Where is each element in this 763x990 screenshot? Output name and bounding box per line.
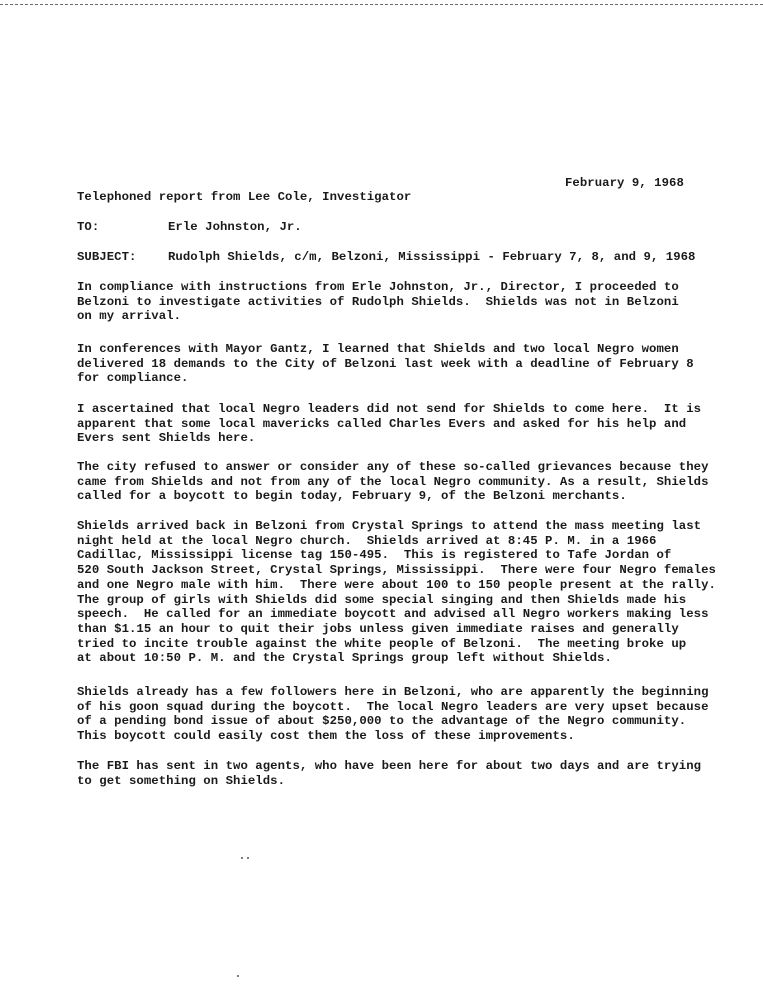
memo-subject-label: SUBJECT: [77, 250, 137, 264]
memo-paragraph: In compliance with instructions from Erle Johnston, Jr., Director, I proceeded to Belzoni to investigate activities of Rudolph Shields. Shields was not in Belzoni on my arrival. [77, 280, 679, 324]
memo-paragraph: I ascertained that local Negro leaders did not send for Shields to come here. It is apparent that some local mavericks called Charles Evers and asked for his help and Evers sent Shields here. [77, 402, 702, 446]
memo-subject-value: Rudolph Shields, c/m, Belzoni, Mississippi - February 7, 8, and 9, 1968 [168, 250, 696, 264]
memo-paragraph: Shields already has a few followers here in Belzoni, who are apparently the beginning of his goon squad during the boycott. The local Negro leaders are very upset because of a pending bond issue of about $250,000 to the advantage of the Negro community. This boycott could easily cost them the loss of these improvements. [77, 685, 709, 744]
memo-to-label: TO: [77, 220, 100, 234]
memo-paragraph: The FBI has sent in two agents, who have been here for about two days and are trying to get something on Shields. [77, 759, 702, 788]
memo-paragraph: The city refused to answer or consider any of these so-called grievances because they came from Shields and not from any of the local Negro community. As a result, Shields called for a boycott to begin today, February 9, of the Belzoni merchants. [77, 460, 709, 504]
scan-speck [237, 975, 239, 977]
memo-to-value: Erle Johnston, Jr. [168, 220, 302, 234]
scan-speck [247, 857, 249, 859]
memo-date: February 9, 1968 [565, 176, 684, 190]
memo-paragraph: Shields arrived back in Belzoni from Crystal Springs to attend the mass meeting last night held at the local Negro church. Shields arrived at 8:45 P. M. in a 1966 Cadillac, Mississippi license tag 150-495. This is registered to Tafe Jordan of 520 South Jackson Street, Crystal Springs, Mississippi. There were four Negro females and one Negro male with him. There were about 100 to 150 people present at the rally. The group of girls with Shields did some special singing and then Shields made his speech. He called for an immediate boycott and advised all Negro workers making less than $1.15 an hour to quit their jobs unless given immediate raises and generally tried to incite trouble against the white people of Belzoni. The meeting broke up at about 10:50 P. M. and the Crystal Springs group left without Shields. [77, 519, 716, 666]
page-top-edge-rule [0, 4, 763, 5]
memo-from-line: Telephoned report from Lee Cole, Investigator [77, 190, 412, 204]
scan-speck [241, 857, 243, 859]
memo-paragraph: In conferences with Mayor Gantz, I learned that Shields and two local Negro women delivered 18 demands to the City of Belzoni last week with a deadline of February 8 for compliance. [77, 342, 694, 386]
